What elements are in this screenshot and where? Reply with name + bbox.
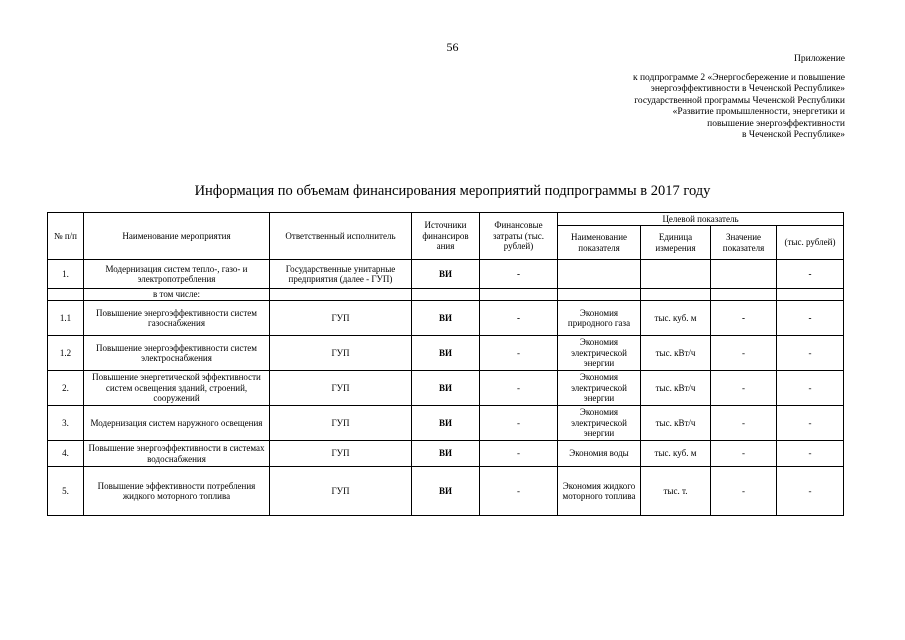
- appendix-line: в Чеченской Республике»: [742, 130, 845, 140]
- cell-cost: [480, 289, 558, 301]
- cell-executor: ГУП: [270, 441, 412, 467]
- appendix-label: Приложение: [794, 54, 845, 64]
- document-title: Информация по объемам финансирования мероприятий подпрограммы в 2017 году: [194, 183, 711, 199]
- header-num: № п/п: [48, 213, 84, 260]
- cell-source: ВИ: [412, 336, 480, 371]
- cell-num: 1.: [48, 260, 84, 289]
- cell-rub: -: [777, 336, 844, 371]
- page-number: 56: [446, 40, 459, 54]
- cell-cost: -: [480, 467, 558, 516]
- cell-executor: [270, 289, 412, 301]
- appendix-line: «Развитие промышленности, энергетики и: [672, 107, 845, 117]
- cell-indicator: Экономия электрической энергии: [558, 406, 641, 441]
- cell-indicator: [558, 260, 641, 289]
- cell-unit: тыс. кВт/ч: [641, 371, 711, 406]
- cell-unit: тыс. кВт/ч: [641, 336, 711, 371]
- cell-indicator: Экономия электрической энергии: [558, 371, 641, 406]
- cell-rub: -: [777, 301, 844, 336]
- appendix-line: государственной программы Чеченской Республики: [634, 95, 845, 106]
- cell-name: Модернизация систем тепло-, газо- и электропотребления: [84, 260, 270, 289]
- cell-value: -: [711, 406, 777, 441]
- header-thousand-rub: (тыс. рублей): [777, 226, 844, 260]
- header-unit: Единица измерения: [641, 226, 711, 260]
- header-name: Наименование мероприятия: [84, 213, 270, 260]
- cell-value: -: [711, 371, 777, 406]
- table-row: [48, 260, 844, 289]
- cell-num: 2.: [48, 371, 84, 406]
- cell-rub: -: [777, 406, 844, 441]
- cell-indicator: Экономия воды: [558, 441, 641, 467]
- cell-name: Модернизация систем наружного освещения: [84, 406, 270, 441]
- cell-num: [48, 289, 84, 301]
- cell-executor: Государственные унитарные предприятия (далее - ГУП): [270, 260, 412, 289]
- table-row: [48, 406, 844, 441]
- header-executor: Ответственный исполнитель: [270, 213, 412, 260]
- cell-unit: тыс. куб. м: [641, 441, 711, 467]
- cell-executor: ГУП: [270, 336, 412, 371]
- table-row: [48, 289, 844, 301]
- header-sources: Источники финансиров ания: [412, 213, 480, 260]
- cell-indicator: Экономия электрической энергии: [558, 336, 641, 371]
- cell-value: [711, 289, 777, 301]
- appendix-block: [633, 54, 845, 142]
- cell-rub: -: [777, 441, 844, 467]
- cell-indicator: Экономия природного газа: [558, 301, 641, 336]
- cell-executor: ГУП: [270, 406, 412, 441]
- cell-num: 4.: [48, 441, 84, 467]
- cell-name: Повышение энергоэффективности систем газоснабжения: [84, 301, 270, 336]
- cell-value: -: [711, 336, 777, 371]
- cell-num: 1.1: [48, 301, 84, 336]
- cell-value: -: [711, 441, 777, 467]
- cell-source: ВИ: [412, 260, 480, 289]
- cell-unit: тыс. кВт/ч: [641, 406, 711, 441]
- cell-unit: тыс. т.: [641, 467, 711, 516]
- cell-name: в том числе:: [84, 289, 270, 301]
- header-target-group: Целевой показатель: [558, 213, 844, 226]
- table-row: [48, 441, 844, 467]
- cell-cost: -: [480, 406, 558, 441]
- table-row: [48, 336, 844, 371]
- appendix-line: к подпрограмме 2 «Энергосбережение и повышение: [632, 72, 845, 83]
- appendix-line: повышение энергоэффективности: [707, 118, 845, 129]
- cell-indicator: Экономия жидкого моторного топлива: [558, 467, 641, 516]
- table-row: [48, 467, 844, 516]
- cell-executor: ГУП: [270, 371, 412, 406]
- cell-rub: [777, 289, 844, 301]
- cell-cost: -: [480, 260, 558, 289]
- cell-name: Повышение энергоэффективности систем электроснабжения: [84, 336, 270, 371]
- cell-cost: -: [480, 371, 558, 406]
- cell-unit: тыс. куб. м: [641, 301, 711, 336]
- financing-table: [47, 212, 844, 516]
- cell-num: 5.: [48, 467, 84, 516]
- cell-name: Повышение энергоэффективности в системах водоснабжения: [84, 441, 270, 467]
- cell-unit: [641, 260, 711, 289]
- cell-cost: -: [480, 336, 558, 371]
- cell-rub: -: [777, 260, 844, 289]
- header-indicator-name: Наименование показателя: [558, 226, 641, 260]
- cell-num: 1.2: [48, 336, 84, 371]
- cell-unit: [641, 289, 711, 301]
- cell-name: Повышение эффективности потребления жидкого моторного топлива: [84, 467, 270, 516]
- cell-source: [412, 289, 480, 301]
- header-value: Значение показателя: [711, 226, 777, 260]
- cell-source: ВИ: [412, 371, 480, 406]
- cell-source: ВИ: [412, 441, 480, 467]
- cell-rub: -: [777, 371, 844, 406]
- header-costs: Финансовые затраты (тыс. рублей): [480, 213, 558, 260]
- appendix-line: энергоэффективности в Чеченской Республике»: [650, 84, 845, 94]
- table-row: [48, 301, 844, 336]
- cell-indicator: [558, 289, 641, 301]
- cell-value: -: [711, 301, 777, 336]
- cell-cost: -: [480, 441, 558, 467]
- cell-name: Повышение энергетической эффективности систем освещения зданий, строений, сооружений: [84, 371, 270, 406]
- cell-num: 3.: [48, 406, 84, 441]
- cell-source: ВИ: [412, 406, 480, 441]
- cell-executor: ГУП: [270, 301, 412, 336]
- cell-cost: -: [480, 301, 558, 336]
- cell-executor: ГУП: [270, 467, 412, 516]
- cell-source: ВИ: [412, 301, 480, 336]
- table-row: [48, 371, 844, 406]
- cell-value: -: [711, 467, 777, 516]
- cell-value: [711, 260, 777, 289]
- cell-source: ВИ: [412, 467, 480, 516]
- cell-rub: -: [777, 467, 844, 516]
